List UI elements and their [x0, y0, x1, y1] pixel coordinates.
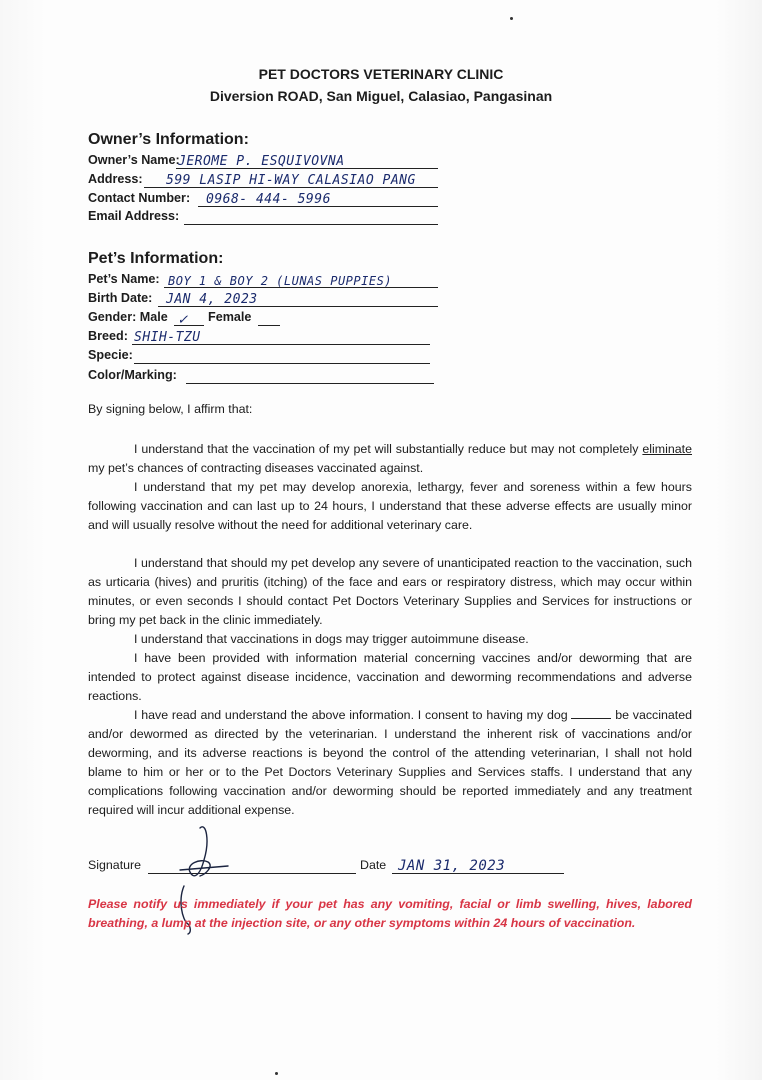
pet-name-value: BOY 1 & BOY 2 (LUNAS PUPPIES): [168, 274, 393, 288]
pet-heading: Pet’s Information:: [88, 250, 224, 267]
pet-breed-row: [88, 329, 433, 347]
paragraph-1-text-end: my pet’s chances of contracting diseases vaccinated against.: [88, 461, 424, 475]
signature-row: [88, 858, 568, 876]
pet-birth-label: Birth Date:: [88, 291, 153, 305]
owner-contact-value: 0968- 444- 5996: [206, 192, 331, 207]
clinic-name: PET DOCTORS VETERINARY CLINIC: [258, 66, 504, 82]
pet-name-row: [88, 272, 440, 290]
owner-name-label: Owner’s Name:: [88, 153, 180, 167]
owner-name-row: [88, 153, 440, 171]
dog-name-blank: [571, 706, 611, 719]
owner-contact-row: [88, 191, 440, 209]
affirm-statement: By signing below, I affirm that:: [88, 402, 253, 416]
pet-color-label: Color/Marking:: [88, 368, 177, 382]
owner-email-label: Email Address:: [88, 209, 180, 223]
paragraph-6-text: I have read and understand the above information. I consent to having my dog: [134, 708, 572, 722]
paragraph-2: I understand that my pet may develop anorexia, lethargy, fever and soreness within a few hours following vaccination and can last up to 24 hours, I understand that these adverse effects are usually minor and will usually resolve without the need for additional veterinary care.: [88, 480, 692, 532]
gender-female-label: Female: [208, 310, 252, 324]
owner-address-label: Address:: [88, 172, 143, 186]
signature-label: Signature: [88, 858, 142, 872]
speck: [510, 17, 513, 20]
owner-contact-label: Contact Number:: [88, 191, 191, 205]
paragraph-1-underlined: eliminate: [642, 442, 692, 456]
pet-specie-label: Specie:: [88, 348, 133, 362]
pet-color-line: [186, 383, 434, 384]
pet-birth-value: JAN 4, 2023: [166, 292, 258, 307]
post-vaccination-notice: Please notify us immediately if your pet has any vomiting, facial or limb swelling, hives, labored breathing, a lump at the injection site, or any other symptoms within 24 hours of vaccination.: [88, 897, 692, 930]
owner-heading: Owner’s Information:: [88, 131, 249, 148]
gender-female-line: [258, 325, 280, 326]
gender-male-check: ✓: [178, 310, 188, 328]
owner-email-line: [184, 224, 438, 225]
paragraph-3: I understand that should my pet develop any severe of unanticipated reaction to the vaccination, such as urticaria (hives) and pruritis (itching) of the face and ears or respiratory distress, which may occur within minutes, or even seconds I should contact Pet Doctors Veterinary Supplies and Services for instructions or bring my pet back in the clinic immediately.: [88, 556, 692, 627]
paragraph-6-text-end: be vaccinated and/or dewormed as directed by the veterinarian. I understand the inherent risk of vaccinations and/or deworming, and its adverse reactions is beyond the control of the attending veterinarian, I shall not hold blame to him or her or to the Pet Doctors Veterinary Supplies and Services staffs. I understand that any complications following vaccination and/or deworming should be reported immediately and any treatment required will incur additional expense.: [88, 708, 692, 817]
paragraph-4: I understand that vaccinations in dogs may trigger autoimmune disease.: [134, 632, 529, 646]
owner-email-row: [88, 209, 440, 227]
paragraph-1: [88, 440, 692, 478]
pet-breed-value: SHIH-TZU: [134, 330, 201, 345]
date-label: Date: [360, 858, 387, 872]
paragraph-1-text: I understand that the vaccination of my pet will substantially reduce but may not completely: [134, 442, 643, 456]
pet-name-label: Pet’s Name:: [88, 272, 160, 286]
pet-specie-row: [88, 348, 433, 366]
pet-gender-label: Gender: Male: [88, 310, 168, 324]
pet-color-row: [88, 368, 438, 386]
pet-specie-line: [134, 363, 430, 364]
paragraph-6: [88, 706, 692, 820]
speck: [275, 1072, 278, 1075]
pet-gender-row: [88, 310, 288, 328]
pet-birth-row: [88, 291, 440, 309]
pet-breed-label: Breed:: [88, 329, 128, 343]
paragraph-5: I have been provided with information material concerning vaccines and/or deworming that are intended to protect against disease incidence, vaccination and deworming recommendations and adverse reactions.: [88, 651, 692, 703]
owner-address-value: 599 LASIP HI-WAY CALASIAO PANG: [166, 173, 416, 188]
date-value: JAN 31, 2023: [398, 858, 506, 874]
owner-name-value: JEROME P. ESQUIVOVNA: [178, 154, 345, 169]
clinic-address: Diversion ROAD, San Miguel, Calasiao, Pangasinan: [209, 88, 553, 104]
owner-address-row: [88, 172, 440, 190]
